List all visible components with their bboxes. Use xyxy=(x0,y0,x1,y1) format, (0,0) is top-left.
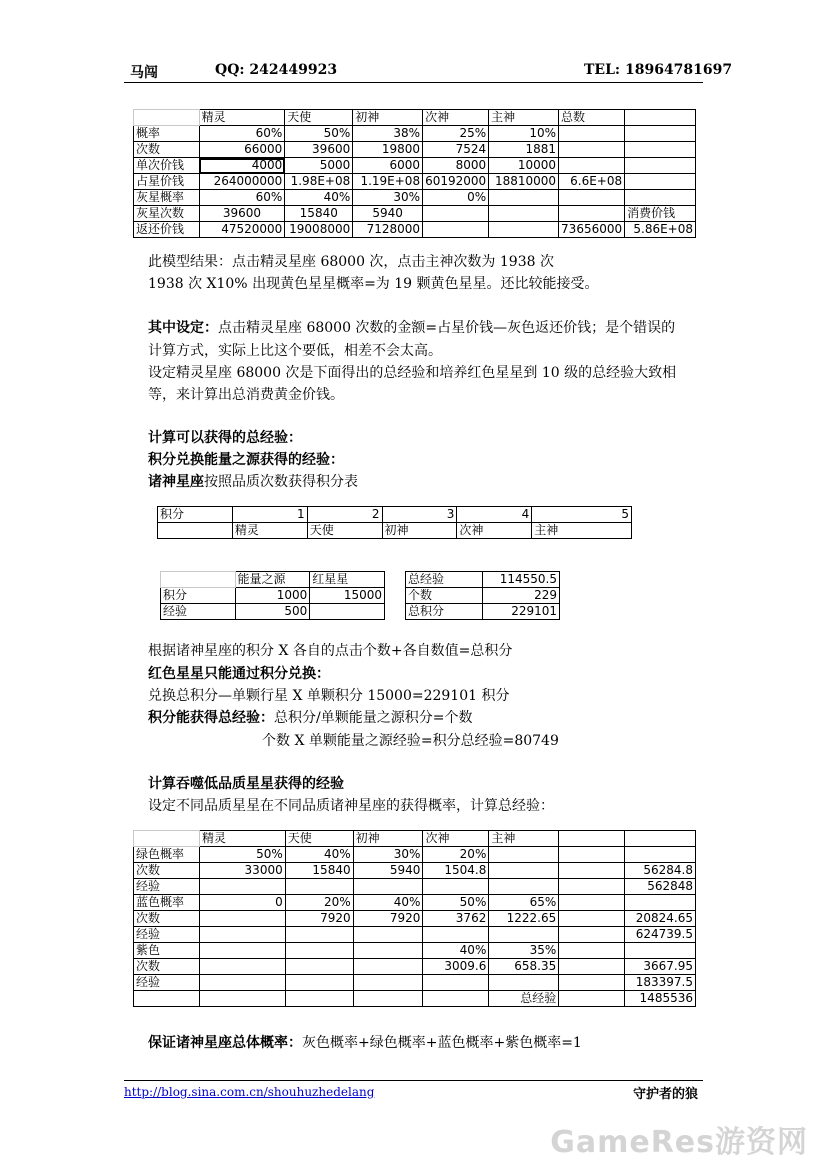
tel-number: TEL: 18964781697 xyxy=(584,62,733,78)
table-header: 天使 xyxy=(285,110,353,126)
model-result-line1: 此模型结果：点击精灵星座 68000 次，点击主神次数为 1938 次 xyxy=(148,254,554,270)
table-row xyxy=(134,943,696,959)
table-cell xyxy=(423,991,489,1007)
table-cell xyxy=(134,831,200,847)
points-table xyxy=(157,506,632,539)
table-cell xyxy=(489,879,559,895)
table-cell xyxy=(489,190,559,206)
table-cell: 264000000 xyxy=(199,174,285,190)
table-cell: 39600 xyxy=(199,206,285,222)
table-cell: 2 xyxy=(307,507,382,523)
table-cell: 0 xyxy=(199,895,285,911)
table-row xyxy=(161,604,385,620)
table-cell xyxy=(199,959,285,975)
table-cell: 50% xyxy=(199,847,285,863)
footer-author: 守护者的狼 xyxy=(633,1087,699,1102)
table-cell xyxy=(559,959,625,975)
points-table-caption xyxy=(148,471,358,493)
table-cell: 1.19E+08 xyxy=(353,174,423,190)
table-cell: 7524 xyxy=(423,142,489,158)
table-cell xyxy=(353,879,423,895)
section-heading-devour: 计算吞噬低品质星星获得的经验 xyxy=(148,776,344,792)
table-header: 次神 xyxy=(423,831,489,847)
table-cell: 10000 xyxy=(489,158,559,174)
row-label: 单次价钱 xyxy=(134,158,200,174)
total-exp-label: 总经验 xyxy=(489,991,559,1007)
row-label: 返还价钱 xyxy=(134,222,200,238)
total-exp-value: 1485536 xyxy=(624,991,695,1007)
table-row xyxy=(158,507,632,523)
row-label: 次数 xyxy=(134,863,200,879)
table-row xyxy=(406,604,560,620)
table-header xyxy=(624,831,695,847)
cost-table xyxy=(133,109,696,238)
row-label: 经验 xyxy=(134,879,200,895)
table-cell xyxy=(625,126,696,142)
table-row xyxy=(158,523,632,539)
table-row xyxy=(134,222,696,238)
table-header: 精灵 xyxy=(199,110,285,126)
table-cell xyxy=(489,927,559,943)
probability-note xyxy=(148,1032,582,1054)
section-subtitle-devour: 设定不同品质星星在不同品质诸神星座的获得概率，计算总经验： xyxy=(148,798,554,814)
table-cell: 0% xyxy=(423,190,489,206)
footer-rule xyxy=(124,1080,703,1081)
table-cell: 1504.8 xyxy=(423,863,489,879)
row-label: 蓝色概率 xyxy=(134,895,200,911)
table-header: 红星星 xyxy=(310,572,385,588)
table-cell: 天使 xyxy=(307,523,382,539)
row-label: 概率 xyxy=(134,126,200,142)
table-cell: 1000 xyxy=(235,588,310,604)
table-cell: 50% xyxy=(423,895,489,911)
table-cell xyxy=(161,572,236,588)
table-cell xyxy=(489,847,559,863)
table-cell xyxy=(559,206,625,222)
table-cell xyxy=(559,895,625,911)
formula-label: 积分能获得总经验： xyxy=(148,710,274,726)
table-cell xyxy=(489,206,559,222)
table-cell xyxy=(559,847,625,863)
table-cell xyxy=(285,927,353,943)
table-cell: 20824.65 xyxy=(624,911,695,927)
table-row xyxy=(134,831,696,847)
table-cell xyxy=(559,158,625,174)
table-cell: 次神 xyxy=(457,523,532,539)
table-cell: 3667.95 xyxy=(624,959,695,975)
table-row xyxy=(134,190,696,206)
table-cell xyxy=(559,190,625,206)
table-header xyxy=(559,831,625,847)
table-cell: 20% xyxy=(285,895,353,911)
table-cell: 39600 xyxy=(285,142,353,158)
table-cell: 初神 xyxy=(382,523,457,539)
table-cell: 5.86E+08 xyxy=(625,222,696,238)
table-cell xyxy=(559,927,625,943)
formula-line3: 兑换总积分—单颗行星 X 单颗积分 15000=229101 积分 xyxy=(148,688,510,704)
table-cell: 624739.5 xyxy=(624,927,695,943)
table-cell xyxy=(423,222,489,238)
table-header: 能量之源 xyxy=(235,572,310,588)
table-row xyxy=(134,879,696,895)
table-cell xyxy=(489,863,559,879)
table-header: 总数 xyxy=(559,110,625,126)
caption-rest: 按照品质次数获得积分表 xyxy=(204,474,358,490)
model-result-line2: 1938 次 X10% 出现黄色星星概率=为 19 颗黄色星星。还比较能接受。 xyxy=(148,276,599,292)
table-row xyxy=(134,158,696,174)
setting-line3: 设定精灵星座 68000 次是下面得出的总经验和培养红色星星到 10 级的总经验大致相 xyxy=(148,365,677,381)
table-cell xyxy=(559,879,625,895)
table-cell: 1.98E+08 xyxy=(285,174,353,190)
table-cell xyxy=(285,975,353,991)
row-label: 经验 xyxy=(134,975,200,991)
table-cell xyxy=(353,959,423,975)
table-cell: 38% xyxy=(353,126,423,142)
table-row xyxy=(134,911,696,927)
table-cell: 4 xyxy=(457,507,532,523)
table-cell: 73656000 xyxy=(559,222,625,238)
table-cell xyxy=(199,943,285,959)
table-cell xyxy=(625,158,696,174)
table-cell: 5940 xyxy=(353,206,423,222)
table-row xyxy=(134,110,696,126)
row-label: 经验 xyxy=(134,927,200,943)
devour-table xyxy=(133,830,696,1007)
table-cell: 229101 xyxy=(483,604,560,620)
table-cell xyxy=(624,847,695,863)
table-cell: 65% xyxy=(489,895,559,911)
table-cell: 1 xyxy=(232,507,307,523)
table-cell: 30% xyxy=(353,190,423,206)
table-header: 次神 xyxy=(423,110,489,126)
row-label: 经验 xyxy=(161,604,236,620)
caption-bold: 诸神星座 xyxy=(148,474,204,490)
row-label: 积分 xyxy=(161,588,236,604)
table-row xyxy=(134,206,696,222)
formula-line5: 个数 X 单颗能量之源经验=积分总经验=80749 xyxy=(262,733,559,749)
table-cell xyxy=(559,126,625,142)
row-label: 次数 xyxy=(134,959,200,975)
table-cell: 7128000 xyxy=(353,222,423,238)
row-label: 积分 xyxy=(158,507,233,523)
table-cell: 7920 xyxy=(353,911,423,927)
table-row xyxy=(134,142,696,158)
table-cell: 40% xyxy=(353,895,423,911)
table-cell: 40% xyxy=(285,190,353,206)
table-cell xyxy=(134,991,200,1007)
setting-label: 其中设定： xyxy=(148,320,218,336)
table-cell: 60% xyxy=(199,190,285,206)
table-cell: 183397.5 xyxy=(624,975,695,991)
table-cell: 658.35 xyxy=(489,959,559,975)
table-cell xyxy=(423,206,489,222)
probability-text: 灰色概率+绿色概率+蓝色概率+紫色概率=1 xyxy=(302,1035,582,1051)
table-cell xyxy=(559,943,625,959)
table-cell: 3009.6 xyxy=(423,959,489,975)
table-cell xyxy=(199,975,285,991)
table-cell xyxy=(199,991,285,1007)
table-cell xyxy=(353,975,423,991)
table-cell xyxy=(353,943,423,959)
selected-cell[interactable]: 4000 xyxy=(199,158,285,174)
table-cell xyxy=(285,991,353,1007)
setting-text: 点击精灵星座 68000 次数的金额=占星价钱—灰色返还价钱；是个错误的 xyxy=(218,320,676,336)
row-label: 灰星概率 xyxy=(134,190,200,206)
table-row xyxy=(134,959,696,975)
table-cell: 30% xyxy=(353,847,423,863)
table-cell xyxy=(285,959,353,975)
table-cell xyxy=(199,911,285,927)
table-cell: 18810000 xyxy=(489,174,559,190)
formula-line4 xyxy=(148,707,472,729)
table-cell xyxy=(423,879,489,895)
table-cell: 6000 xyxy=(353,158,423,174)
energy-table xyxy=(160,571,385,620)
table-cell: 562848 xyxy=(624,879,695,895)
table-cell: 1881 xyxy=(489,142,559,158)
table-cell: 3 xyxy=(382,507,457,523)
table-cell xyxy=(285,943,353,959)
table-row xyxy=(134,895,696,911)
table-cell: 6.6E+08 xyxy=(559,174,625,190)
table-cell xyxy=(134,110,200,126)
table-cell: 消费价钱 xyxy=(625,206,696,222)
table-cell: 10% xyxy=(489,126,559,142)
table-cell: 40% xyxy=(285,847,353,863)
table-cell: 60% xyxy=(199,126,285,142)
table-cell xyxy=(423,975,489,991)
table-cell: 15000 xyxy=(310,588,385,604)
row-label: 个数 xyxy=(406,588,483,604)
table-row xyxy=(406,588,560,604)
table-cell xyxy=(624,943,695,959)
table-cell xyxy=(489,975,559,991)
table-header: 主神 xyxy=(489,110,559,126)
table-row xyxy=(134,126,696,142)
formula-line2: 红色星星只能通过积分兑换： xyxy=(148,666,330,682)
table-cell xyxy=(353,927,423,943)
table-cell xyxy=(559,863,625,879)
table-row xyxy=(161,588,385,604)
table-cell: 56284.8 xyxy=(624,863,695,879)
table-cell: 15840 xyxy=(285,863,353,879)
table-cell: 7920 xyxy=(285,911,353,927)
table-cell: 47520000 xyxy=(199,222,285,238)
table-cell: 114550.5 xyxy=(483,572,560,588)
table-cell xyxy=(310,604,385,620)
row-label: 紫色 xyxy=(134,943,200,959)
setting-line1 xyxy=(148,317,675,339)
table-cell: 20% xyxy=(423,847,489,863)
table-cell: 5 xyxy=(532,507,632,523)
formula-text: 总积分/单颗能量之源积分=个数 xyxy=(274,710,473,726)
table-header: 初神 xyxy=(353,831,423,847)
table-row xyxy=(134,847,696,863)
table-header: 初神 xyxy=(353,110,423,126)
watermark: GameRes游资网 xyxy=(550,1125,808,1160)
table-cell xyxy=(625,174,696,190)
table-cell: 精灵 xyxy=(232,523,307,539)
table-row xyxy=(134,863,696,879)
table-cell: 8000 xyxy=(423,158,489,174)
table-cell: 60192000 xyxy=(423,174,489,190)
row-label: 绿色概率 xyxy=(134,847,200,863)
table-cell: 229 xyxy=(483,588,560,604)
table-cell: 25% xyxy=(423,126,489,142)
section-heading-total-exp: 计算可以获得的总经验： xyxy=(148,430,302,446)
row-label: 次数 xyxy=(134,911,200,927)
section-heading-points-exp: 积分兑换能量之源获得的经验： xyxy=(148,452,344,468)
table-row xyxy=(161,572,385,588)
table-cell xyxy=(285,879,353,895)
table-cell xyxy=(423,927,489,943)
probability-label: 保证诸神星座总体概率： xyxy=(148,1035,302,1051)
table-cell: 主神 xyxy=(532,523,632,539)
table-cell: 15840 xyxy=(285,206,353,222)
table-cell: 3762 xyxy=(423,911,489,927)
table-cell: 5940 xyxy=(353,863,423,879)
table-cell xyxy=(559,975,625,991)
row-label: 次数 xyxy=(134,142,200,158)
table-header xyxy=(625,110,696,126)
table-cell xyxy=(199,927,285,943)
table-cell xyxy=(559,991,625,1007)
table-cell: 5000 xyxy=(285,158,353,174)
table-header: 主神 xyxy=(489,831,559,847)
table-cell xyxy=(625,142,696,158)
author-name: 马闯 xyxy=(130,65,158,81)
table-row xyxy=(134,174,696,190)
row-label: 占星价钱 xyxy=(134,174,200,190)
table-cell: 500 xyxy=(235,604,310,620)
table-header: 天使 xyxy=(285,831,353,847)
table-row xyxy=(406,572,560,588)
table-cell xyxy=(559,911,625,927)
table-cell xyxy=(353,991,423,1007)
qq-number: QQ: 242449923 xyxy=(215,62,338,78)
total-exp-table xyxy=(405,571,560,620)
row-label: 总经验 xyxy=(406,572,483,588)
table-cell xyxy=(625,190,696,206)
table-cell: 33000 xyxy=(199,863,285,879)
table-row xyxy=(134,975,696,991)
row-label: 灰星次数 xyxy=(134,206,200,222)
table-cell xyxy=(199,879,285,895)
table-cell xyxy=(489,222,559,238)
formula-line1: 根据诸神星座的积分 X 各自的点击个数+各自数值=总积分 xyxy=(148,643,513,659)
table-cell: 40% xyxy=(423,943,489,959)
table-cell: 50% xyxy=(285,126,353,142)
blog-link[interactable]: http://blog.sina.com.cn/shouhuzhedelang xyxy=(124,1085,375,1099)
setting-line4: 等，来计算出总消费黄金价钱。 xyxy=(148,387,344,403)
table-cell: 66000 xyxy=(199,142,285,158)
table-cell: 1222.65 xyxy=(489,911,559,927)
table-row xyxy=(134,927,696,943)
table-cell xyxy=(158,523,233,539)
header-rule xyxy=(124,82,703,83)
table-cell: 35% xyxy=(489,943,559,959)
table-cell xyxy=(559,142,625,158)
setting-line2: 计算方式，实际上比这个要低，相差不会太高。 xyxy=(148,343,442,359)
table-cell: 19008000 xyxy=(285,222,353,238)
table-cell xyxy=(624,895,695,911)
table-header: 精灵 xyxy=(199,831,285,847)
table-row xyxy=(134,991,696,1007)
row-label: 总积分 xyxy=(406,604,483,620)
table-cell: 19800 xyxy=(353,142,423,158)
